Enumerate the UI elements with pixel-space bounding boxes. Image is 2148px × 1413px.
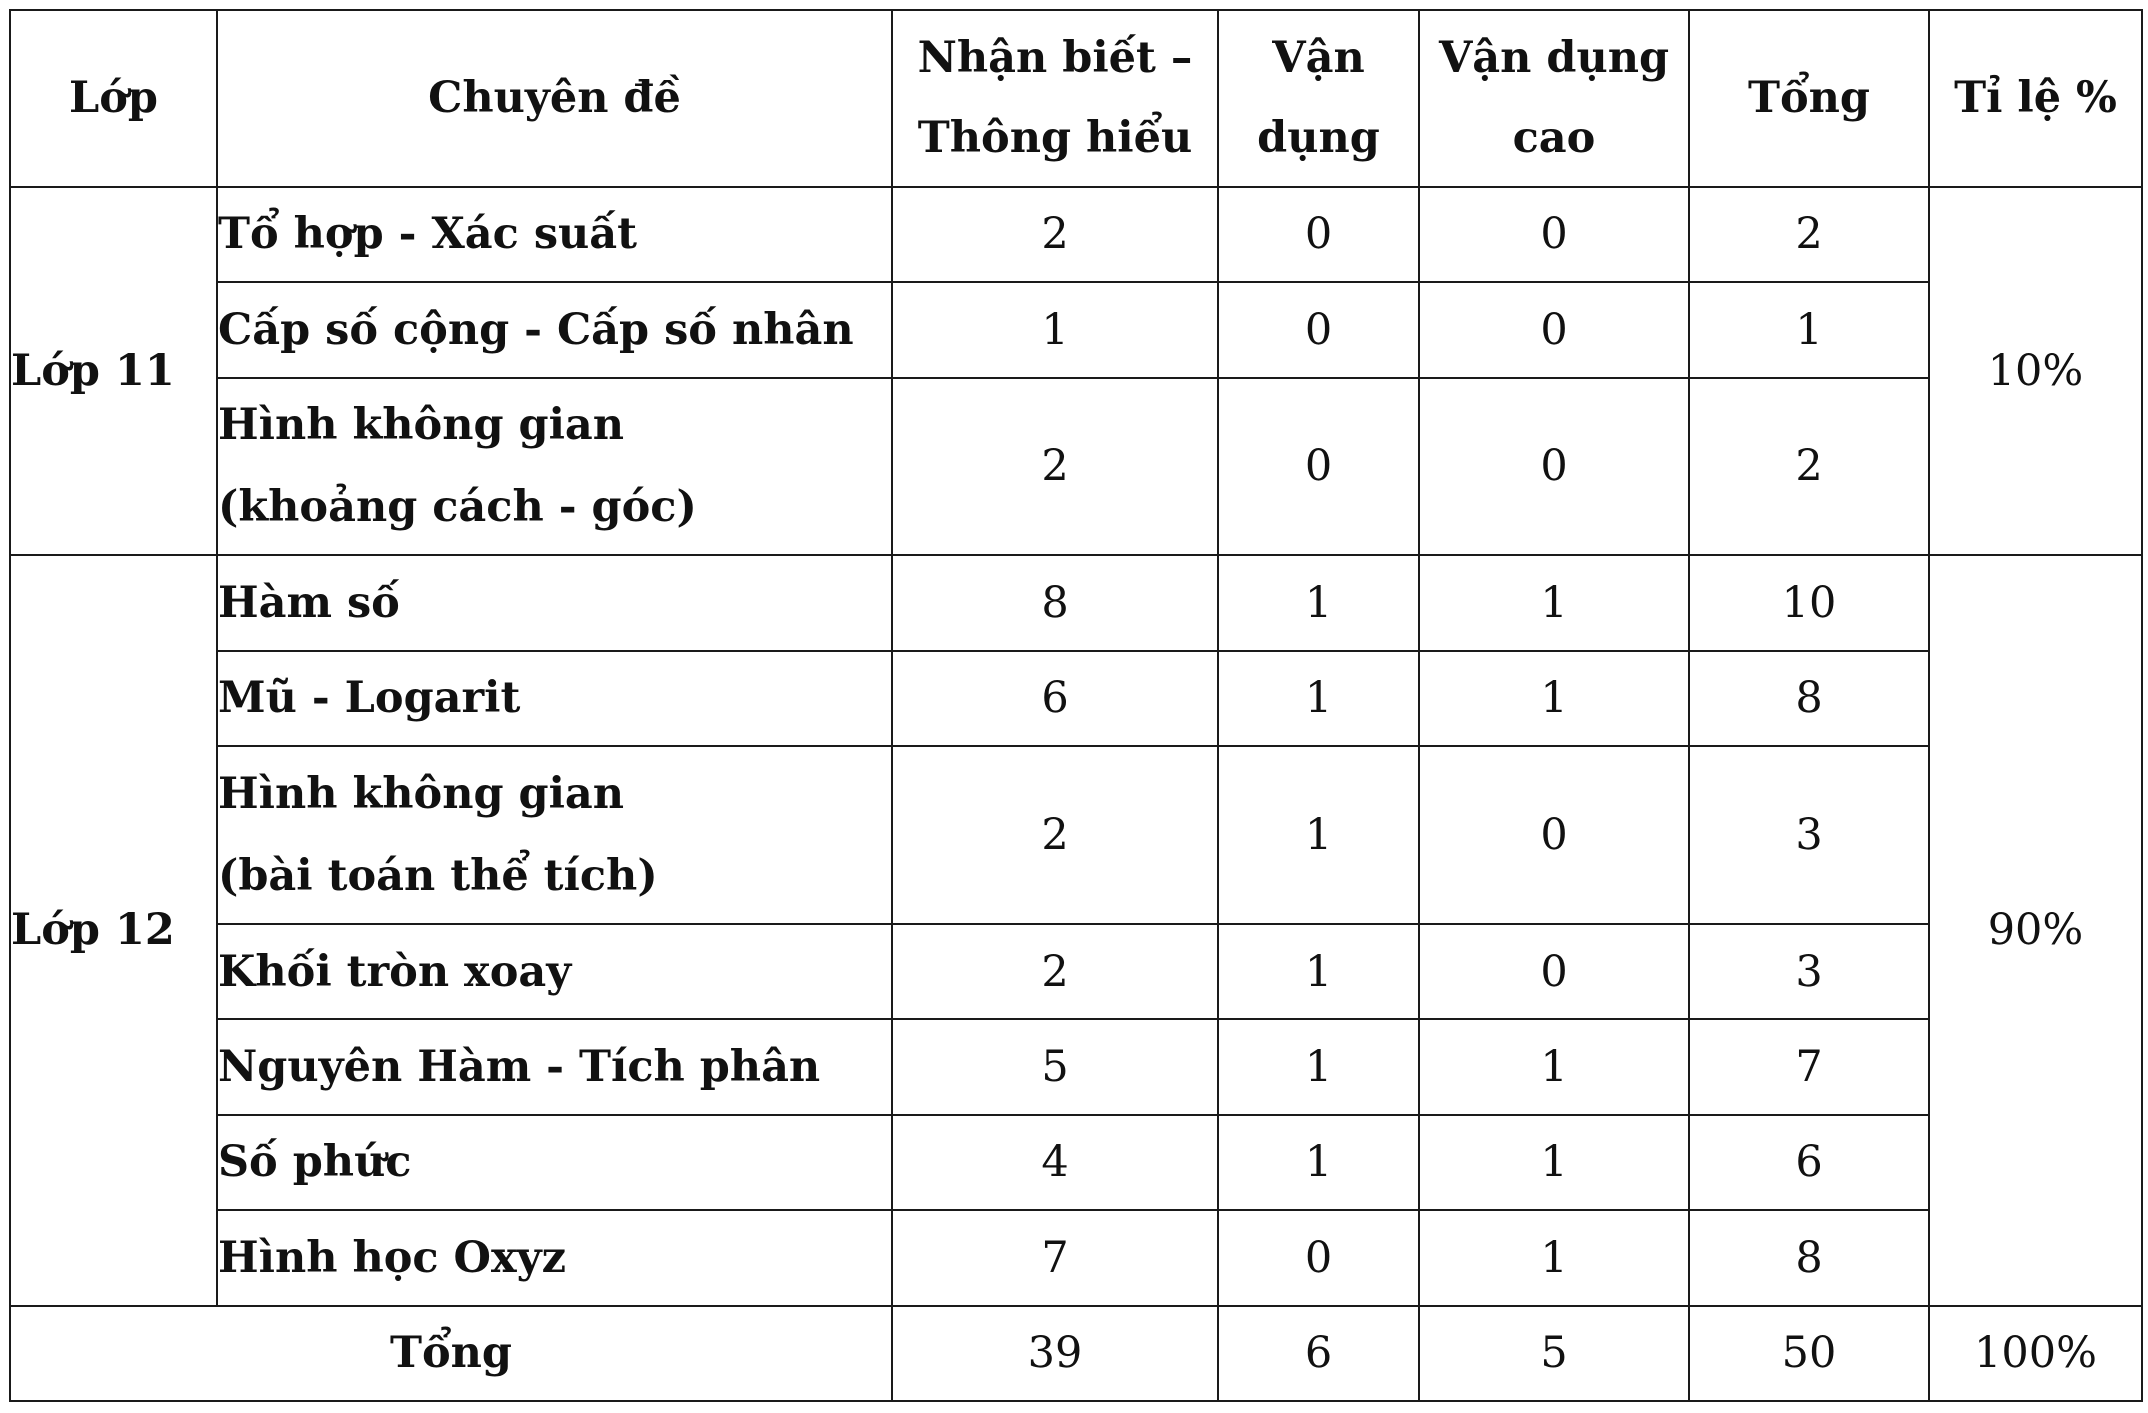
application-count: 0 (1218, 1210, 1419, 1305)
totals-label: Tổng (10, 1306, 892, 1401)
advanced-count: 0 (1419, 187, 1689, 282)
table-row (10, 187, 2142, 282)
table-row (10, 924, 2142, 1019)
header-grade: Lớp (10, 10, 217, 187)
row-total: 8 (1689, 1210, 1929, 1305)
advanced-count: 0 (1419, 282, 1689, 377)
topic-cell: Hình không gian (khoảng cách - góc) (217, 378, 892, 556)
header-ratio: Tỉ lệ % (1929, 10, 2142, 187)
recognition-count: 6 (892, 651, 1218, 746)
row-total: 10 (1689, 555, 1929, 650)
application-count: 0 (1218, 187, 1419, 282)
header-advanced-application: Vận dụng cao (1419, 10, 1689, 187)
advanced-count: 1 (1419, 651, 1689, 746)
advanced-count: 1 (1419, 1210, 1689, 1305)
recognition-count: 1 (892, 282, 1218, 377)
recognition-count: 2 (892, 746, 1218, 924)
header-recognition-understanding: Nhận biết – Thông hiểu (892, 10, 1218, 187)
table-row (10, 555, 2142, 650)
row-total: 7 (1689, 1019, 1929, 1114)
application-count: 1 (1218, 746, 1419, 924)
topic-cell: Hình không gian (bài toán thể tích) (217, 746, 892, 924)
exam-matrix-table (9, 9, 2143, 1402)
advanced-count: 1 (1419, 555, 1689, 650)
recognition-count: 5 (892, 1019, 1218, 1114)
application-count: 0 (1218, 378, 1419, 556)
topic-cell: Nguyên Hàm - Tích phân (217, 1019, 892, 1114)
table-row (10, 1115, 2142, 1210)
topic-cell: Hình học Oxyz (217, 1210, 892, 1305)
topic-cell: Mũ - Logarit (217, 651, 892, 746)
recognition-count: 2 (892, 187, 1218, 282)
advanced-count: 0 (1419, 378, 1689, 556)
table-row (10, 282, 2142, 377)
ratio-cell: 90% (1929, 555, 2142, 1305)
row-total: 2 (1689, 378, 1929, 556)
grand-total: 50 (1689, 1306, 1929, 1401)
topic-cell: Tổ hợp - Xác suất (217, 187, 892, 282)
header-row (10, 10, 2142, 187)
totals-row (10, 1306, 2142, 1401)
topic-cell: Khối tròn xoay (217, 924, 892, 1019)
recognition-count: 2 (892, 924, 1218, 1019)
total-application: 6 (1218, 1306, 1419, 1401)
table-row (10, 378, 2142, 556)
total-ratio: 100% (1929, 1306, 2142, 1401)
topic-cell: Cấp số cộng - Cấp số nhân (217, 282, 892, 377)
recognition-count: 2 (892, 378, 1218, 556)
recognition-count: 8 (892, 555, 1218, 650)
row-total: 2 (1689, 187, 1929, 282)
recognition-count: 4 (892, 1115, 1218, 1210)
header-total: Tổng (1689, 10, 1929, 187)
table-row (10, 651, 2142, 746)
application-count: 0 (1218, 282, 1419, 377)
header-topic: Chuyên đề (217, 10, 892, 187)
row-total: 3 (1689, 746, 1929, 924)
row-total: 6 (1689, 1115, 1929, 1210)
table-row (10, 1019, 2142, 1114)
total-recognition: 39 (892, 1306, 1218, 1401)
application-count: 1 (1218, 924, 1419, 1019)
application-count: 1 (1218, 651, 1419, 746)
grade-cell: Lớp 12 (10, 555, 217, 1305)
row-total: 8 (1689, 651, 1929, 746)
table-row (10, 746, 2142, 924)
recognition-count: 7 (892, 1210, 1218, 1305)
row-total: 3 (1689, 924, 1929, 1019)
grade-cell: Lớp 11 (10, 187, 217, 556)
advanced-count: 1 (1419, 1115, 1689, 1210)
ratio-cell: 10% (1929, 187, 2142, 556)
application-count: 1 (1218, 555, 1419, 650)
application-count: 1 (1218, 1115, 1419, 1210)
topic-cell: Hàm số (217, 555, 892, 650)
total-advanced: 5 (1419, 1306, 1689, 1401)
advanced-count: 0 (1419, 924, 1689, 1019)
advanced-count: 1 (1419, 1019, 1689, 1114)
advanced-count: 0 (1419, 746, 1689, 924)
application-count: 1 (1218, 1019, 1419, 1114)
table-row (10, 1210, 2142, 1305)
row-total: 1 (1689, 282, 1929, 377)
header-application: Vận dụng (1218, 10, 1419, 187)
topic-cell: Số phức (217, 1115, 892, 1210)
